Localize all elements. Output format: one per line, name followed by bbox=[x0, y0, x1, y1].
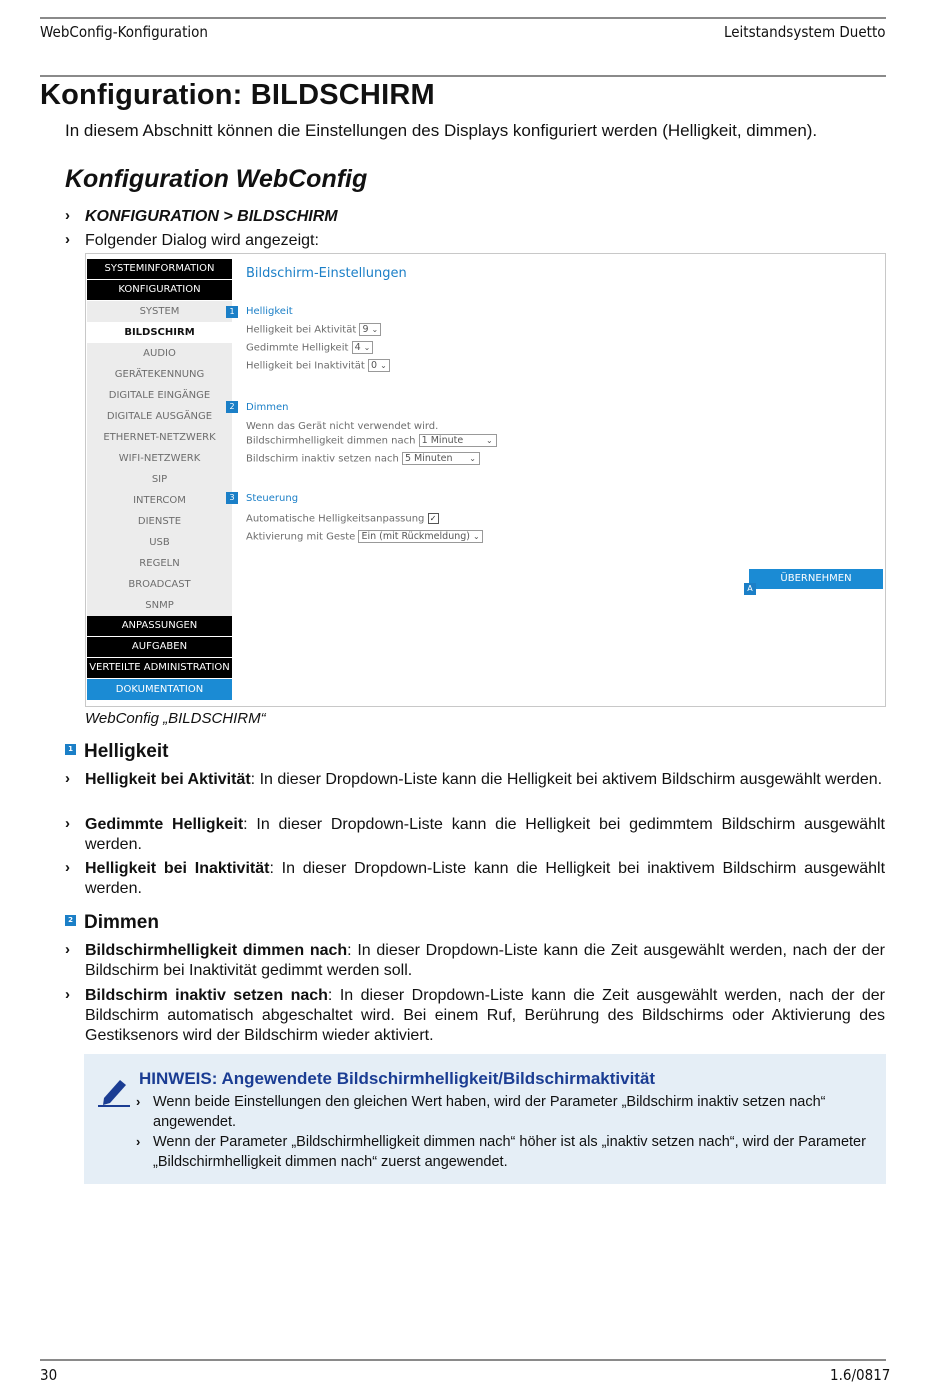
section-dimmen: Dimmen bbox=[246, 402, 289, 413]
sidebar-item[interactable]: ANPASSUNGEN bbox=[87, 616, 232, 637]
sidebar-nav bbox=[87, 259, 232, 700]
header-rule-top bbox=[40, 17, 886, 19]
chevron-right-icon: › bbox=[65, 859, 70, 876]
section-marker: 1 bbox=[226, 306, 238, 318]
section-marker: 1 bbox=[65, 744, 76, 755]
gesture-select[interactable]: Ein (mit Rückmeldung) ⌄ bbox=[358, 530, 482, 543]
sidebar-item[interactable]: ETHERNET-NETZWERK bbox=[87, 427, 232, 448]
chevron-right-icon: › bbox=[65, 770, 70, 787]
list-item: › Helligkeit bei Aktivität: In dieser Dropdown-Liste kann die Helligkeit bei aktivem Bildschirm ausgewählt werden. bbox=[65, 770, 883, 788]
step-item: › Folgender Dialog wird angezeigt: bbox=[65, 231, 319, 249]
sidebar-item[interactable]: SIP bbox=[87, 469, 232, 490]
row-helligkeit-aktivitaet: Helligkeit bei Aktivität 9 ⌄ bbox=[246, 323, 381, 336]
sidebar-item[interactable]: BROADCAST bbox=[87, 574, 232, 595]
note-item: › Wenn beide Einstellungen den gleichen Wert haben, wird der Parameter „Bildschirm inaktiv setzen nach“ angewendet. bbox=[136, 1094, 826, 1130]
apply-button[interactable]: ÜBERNEHMEN bbox=[749, 569, 883, 589]
row-info: Wenn das Gerät nicht verwendet wird. bbox=[246, 421, 439, 432]
chevron-right-icon: › bbox=[136, 1134, 141, 1149]
brightness-active-select[interactable]: 9 ⌄ bbox=[359, 323, 381, 336]
sidebar-item[interactable]: VERTEILTE ADMINISTRATION bbox=[87, 658, 232, 679]
sidebar-item[interactable]: GERÄTEKENNUNG bbox=[87, 364, 232, 385]
pencil-icon bbox=[96, 1072, 132, 1108]
section-marker: 2 bbox=[65, 915, 76, 926]
step-item: › KONFIGURATION > BILDSCHIRM bbox=[65, 207, 338, 225]
chevron-right-icon: › bbox=[65, 815, 70, 832]
sidebar-item[interactable]: DIGITALE AUSGÄNGE bbox=[87, 406, 232, 427]
section-marker: 3 bbox=[226, 492, 238, 504]
page-title: Konfiguration: BILDSCHIRM bbox=[40, 79, 435, 111]
sidebar-item[interactable]: DIENSTE bbox=[87, 511, 232, 532]
sidebar-item[interactable]: DIGITALE EINGÄNGE bbox=[87, 385, 232, 406]
header-right: Leitstandsystem Duetto bbox=[724, 23, 886, 41]
sidebar-item[interactable]: DOKUMENTATION bbox=[87, 679, 232, 700]
apply-marker: A bbox=[744, 583, 756, 595]
list-item: › Bildschirmhelligkeit dimmen nach: In dieser Dropdown-Liste kann die Zeit ausgewählt werden, nach der der Bildschirm bei Inaktivität gedimmt werden soll. bbox=[65, 941, 885, 979]
chevron-right-icon: › bbox=[65, 231, 70, 248]
sidebar-item[interactable]: REGELN bbox=[87, 553, 232, 574]
sidebar-item[interactable]: SNMP bbox=[87, 595, 232, 616]
intro-text: In diesem Abschnitt können die Einstellungen des Displays konfiguriert werden (Helligkeit, dimmen). bbox=[65, 121, 818, 140]
note-title: HINWEIS: Angewendete Bildschirmhelligkeit/Bildschirmaktivität bbox=[139, 1069, 656, 1088]
sidebar-item[interactable]: INTERCOM bbox=[87, 490, 232, 511]
list-item: › Helligkeit bei Inaktivität: In dieser Dropdown-Liste kann die Helligkeit bei inaktivem Bildschirm ausgewählt werden. bbox=[65, 859, 886, 897]
section-marker: 2 bbox=[226, 401, 238, 413]
heading-helligkeit: 1 Helligkeit bbox=[65, 741, 168, 763]
list-item: › Gedimmte Helligkeit: In dieser Dropdown-Liste kann die Helligkeit bei gedimmtem Bildschirm ausgewählt werden. bbox=[65, 815, 885, 853]
doc-version: 1.6/0817 bbox=[830, 1366, 891, 1384]
chevron-right-icon: › bbox=[65, 207, 70, 224]
sidebar-item[interactable]: BILDSCHIRM bbox=[87, 322, 232, 343]
note-box bbox=[84, 1054, 886, 1184]
sidebar-item[interactable]: KONFIGURATION bbox=[87, 280, 232, 301]
sidebar-item[interactable]: AUDIO bbox=[87, 343, 232, 364]
row-geste: Aktivierung mit Geste Ein (mit Rückmeldung) ⌄ bbox=[246, 530, 483, 543]
webconfig-screenshot bbox=[85, 253, 886, 707]
page-number: 30 bbox=[40, 1366, 58, 1384]
row-helligkeit-inaktivitaet: Helligkeit bei Inaktivität 0 ⌄ bbox=[246, 359, 390, 372]
auto-brightness-checkbox[interactable]: ✓ bbox=[428, 513, 439, 524]
inactive-after-select[interactable]: 5 Minuten ⌄ bbox=[402, 452, 480, 465]
chevron-right-icon: › bbox=[136, 1094, 141, 1109]
chevron-right-icon: › bbox=[65, 941, 70, 958]
header-left: WebConfig-Konfiguration bbox=[40, 23, 208, 41]
footer-rule bbox=[40, 1359, 886, 1361]
figure-caption: WebConfig „BILDSCHIRM“ bbox=[85, 710, 266, 727]
brightness-dimmed-select[interactable]: 4 ⌄ bbox=[352, 341, 374, 354]
note-item: › Wenn der Parameter „Bildschirmhelligkeit dimmen nach“ höher ist als „inaktiv setzen nach“, wird der Parameter „Bildschirmhelligkeit dimmen nach“ zuerst angewendet. bbox=[136, 1134, 866, 1170]
panel-title: Bildschirm-Einstellungen bbox=[246, 266, 407, 281]
row-dimmen-nach: Bildschirmhelligkeit dimmen nach 1 Minute ⌄ bbox=[246, 434, 497, 447]
section-title: Konfiguration WebConfig bbox=[65, 165, 368, 193]
section-steuerung: Steuerung bbox=[246, 493, 299, 504]
row-inaktiv-nach: Bildschirm inaktiv setzen nach 5 Minuten ⌄ bbox=[246, 452, 480, 465]
sidebar-item[interactable]: AUFGABEN bbox=[87, 637, 232, 658]
header-rule-bottom bbox=[40, 75, 886, 77]
sidebar-item[interactable]: WIFI-NETZWERK bbox=[87, 448, 232, 469]
row-auto-helligkeit: Automatische Helligkeitsanpassung ✓ bbox=[246, 513, 439, 525]
sidebar-item[interactable]: SYSTEM bbox=[87, 301, 232, 322]
heading-dimmen: 2 Dimmen bbox=[65, 912, 159, 934]
chevron-right-icon: › bbox=[65, 986, 70, 1003]
section-helligkeit: Helligkeit bbox=[246, 306, 293, 317]
sidebar-item[interactable]: SYSTEMINFORMATION bbox=[87, 259, 232, 280]
brightness-inactive-select[interactable]: 0 ⌄ bbox=[368, 359, 390, 372]
dim-after-select[interactable]: 1 Minute ⌄ bbox=[419, 434, 497, 447]
list-item: › Bildschirm inaktiv setzen nach: In dieser Dropdown-Liste kann die Zeit ausgewählt werden, nach der der Bildschirm automatisch abgeschaltet wird. Bei einem Ruf, Berührung des Bildschirms oder Aktivierung des Gestiksenors wird der Bildschirm wieder aktiviert. bbox=[65, 986, 885, 1044]
row-gedimmte-helligkeit: Gedimmte Helligkeit 4 ⌄ bbox=[246, 341, 373, 354]
sidebar-item[interactable]: USB bbox=[87, 532, 232, 553]
